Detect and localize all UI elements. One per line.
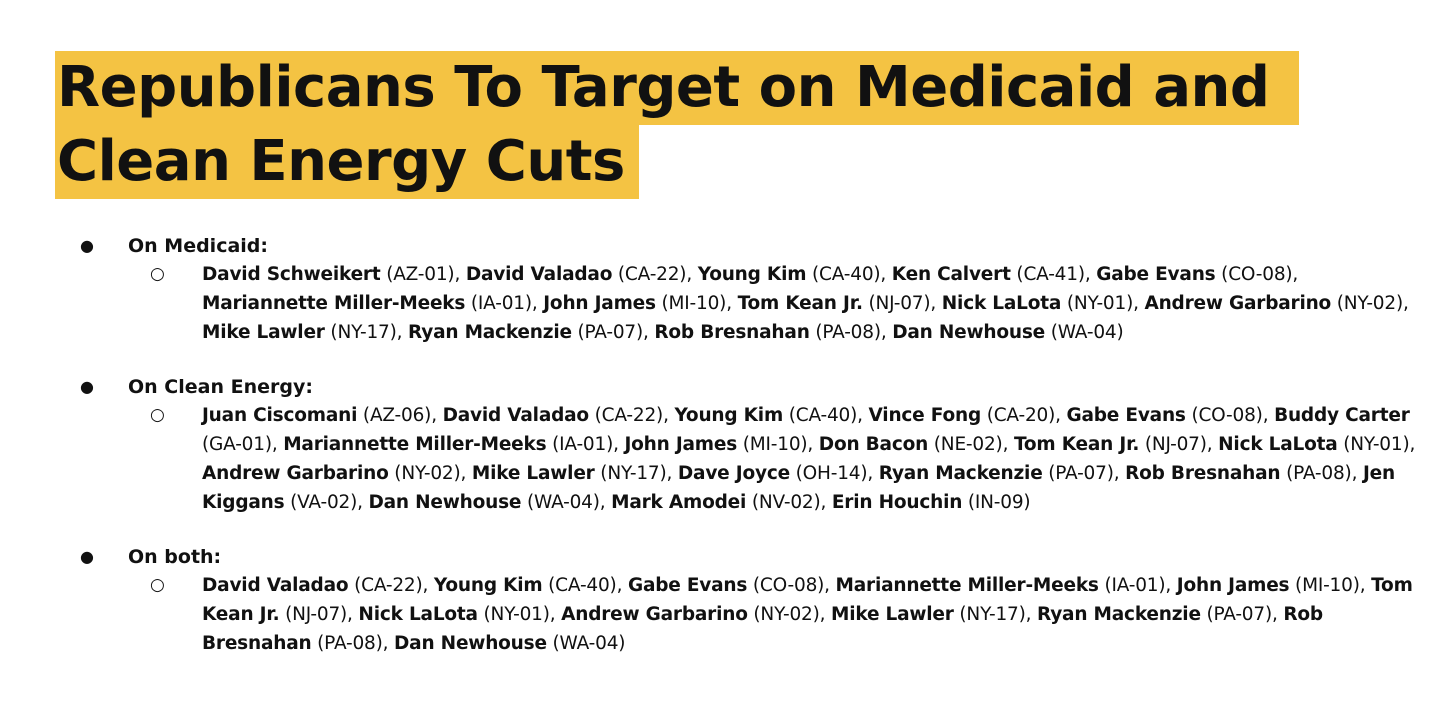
member-name: Buddy Carter (1274, 405, 1410, 426)
member-name: Rob Bresnahan (202, 604, 1323, 654)
member-district: (CA-41) (1016, 264, 1085, 285)
member-district: (CO-08) (1191, 405, 1263, 426)
member-list: Juan Ciscomani (AZ-06), David Valadao (CA-22), Young Kim (CA-40), Vince Fong (CA-20), Gabe Evans (CO-08), Buddy Carter (GA-01), Mariannette Miller-Meeks (IA-01), John James (MI-10), Don Bacon (NE-02), Tom Kean Jr. (NJ-07), Nick LaLota (NY-01), Andrew Garbarino (NY-02), Mike Lawler (NY-17), Dave Joyce (OH-14), Ryan Mackenzie (PA-07), Rob Bresnahan (PA-08), Jen Kiggans (VA-02), Dan Newhouse (WA-04), Mark Amodei (NV-02), Erin Houchin (IN-09) (202, 405, 1416, 513)
member-district: (PA-07) (1206, 604, 1272, 625)
member-district: (CA-22) (354, 575, 423, 596)
member-name: Juan Ciscomani (202, 405, 358, 426)
member-name: Dan Newhouse (892, 322, 1046, 343)
member-entry (892, 264, 1085, 285)
member-name: Don Bacon (818, 434, 929, 455)
member-district: (MI-10) (661, 293, 727, 314)
member-name: Nick LaLota (1218, 434, 1338, 455)
member-name: Andrew Garbarino (561, 604, 748, 625)
member-district: (VA-02) (290, 492, 358, 513)
member-name: Rob Bresnahan (654, 322, 810, 343)
member-name: Vince Fong (868, 405, 981, 426)
member-name: David Valadao (465, 264, 613, 285)
sub-bullet-icon: ○ (150, 575, 165, 595)
member-entry (1125, 463, 1351, 484)
member-name: Gabe Evans (1096, 264, 1216, 285)
member-district: (NY-02) (394, 463, 461, 484)
member-district: (CO-08) (1221, 264, 1293, 285)
member-district: (NJ-07) (868, 293, 931, 314)
member-name: Andrew Garbarino (202, 463, 389, 484)
member-entry (1096, 264, 1292, 285)
page-title (55, 51, 1355, 199)
member-entry (1066, 405, 1262, 426)
member-district: (CA-22) (594, 405, 664, 426)
member-entry (202, 575, 423, 596)
section-heading: On Clean Energy: (128, 376, 313, 398)
member-district: (IN-09) (967, 492, 1031, 513)
member-entry (561, 604, 820, 625)
member-name: Mike Lawler (202, 322, 325, 343)
member-entry (738, 293, 931, 314)
member-district: (AZ-01) (386, 264, 455, 285)
member-district: (PA-07) (577, 322, 643, 343)
member-district: (IA-01) (552, 434, 614, 455)
member-name: Dave Joyce (677, 463, 790, 484)
member-entry (408, 322, 643, 343)
section-heading: On Medicaid: (128, 235, 268, 257)
member-entry (869, 405, 1056, 426)
member-name: Young Kim (674, 405, 784, 426)
title-line-2: Clean Energy Cuts (55, 125, 639, 199)
member-entry (358, 604, 549, 625)
section-heading: On both: (128, 546, 222, 568)
member-district: (WA-04) (526, 492, 600, 513)
member-entry (443, 405, 664, 426)
section-clean-energy (80, 373, 1420, 517)
section-both (80, 543, 1420, 658)
member-entry (1144, 293, 1403, 314)
member-entry (832, 492, 1031, 513)
member-name: Mariannette Miller-Meeks (283, 434, 547, 455)
sub-bullet-icon: ○ (150, 405, 165, 425)
member-entry (678, 463, 867, 484)
member-entry (1037, 604, 1272, 625)
member-name: Mike Lawler (471, 463, 595, 484)
member-district: (NE-02) (933, 434, 1003, 455)
member-district: (NY-02) (753, 604, 820, 625)
member-name: John James (624, 434, 738, 455)
member-list: David Schweikert (AZ-01), David Valadao (CA-22), Young Kim (CA-40), Ken Calvert (CA-41), Gabe Evans (CO-08), Mariannette Miller-Meeks (IA-01), John James (MI-10), Tom Kean Jr. (NJ-07), Nick LaLota (NY-01), Andrew Garbarino (NY-02), Mike Lawler (NY-17), Ryan Mackenzie (PA-07), Rob Bresnahan (PA-08), Dan Newhouse (WA-04) (202, 264, 1409, 343)
member-entry (892, 322, 1123, 343)
member-entry (624, 434, 807, 455)
member-entry (466, 264, 687, 285)
member-entry (394, 633, 625, 654)
member-name: John James (543, 293, 656, 314)
member-entry (611, 492, 820, 513)
target-lists (80, 232, 1420, 684)
member-district: (CA-40) (811, 264, 881, 285)
member-district: (NY-17) (330, 322, 397, 343)
member-name: Mark Amodei (611, 492, 747, 513)
member-district: (NY-01) (483, 604, 550, 625)
member-district: (WA-04) (552, 633, 626, 654)
member-name: David Valadao (442, 405, 589, 426)
member-district: (PA-08) (1286, 463, 1352, 484)
member-list: David Valadao (CA-22), Young Kim (CA-40), Gabe Evans (CO-08), Mariannette Miller-Meeks (IA-01), John James (MI-10), Tom Kean Jr. (NJ-07), Nick LaLota (NY-01), Andrew Garbarino (NY-02), Mike Lawler (NY-17), Ryan Mackenzie (PA-07), Rob Bresnahan (PA-08), Dan Newhouse (WA-04) (202, 575, 1413, 654)
member-district: (IA-01) (1104, 575, 1166, 596)
member-district: (NV-02) (751, 492, 821, 513)
member-district: (CA-40) (548, 575, 617, 596)
member-name: David Schweikert (202, 264, 381, 285)
member-district: (MI-10) (742, 434, 808, 455)
member-entry (879, 463, 1114, 484)
member-entry (1014, 434, 1207, 455)
member-entry (1177, 575, 1360, 596)
member-entry (1218, 434, 1409, 455)
member-district: (NY-17) (959, 604, 1026, 625)
member-entry (942, 293, 1133, 314)
member-district: (GA-01) (202, 434, 272, 455)
member-entry (674, 405, 857, 426)
member-district: (PA-08) (815, 322, 881, 343)
member-name: Rob Bresnahan (1125, 463, 1281, 484)
member-district: (CA-20) (986, 405, 1056, 426)
member-entry (836, 575, 1166, 596)
member-entry (472, 463, 667, 484)
member-district: (CO-08) (752, 575, 825, 596)
member-entry (819, 434, 1003, 455)
member-district: (PA-07) (1048, 463, 1114, 484)
member-name: Jen Kiggans (202, 463, 1395, 513)
member-district: (CA-40) (788, 405, 858, 426)
member-entry (202, 322, 397, 343)
member-entry (368, 492, 599, 513)
member-district: (AZ-06) (362, 405, 432, 426)
member-name: Gabe Evans (1066, 405, 1186, 426)
member-name: Young Kim (433, 575, 543, 596)
member-entry (831, 604, 1026, 625)
member-district: (NY-02) (1336, 293, 1403, 314)
member-name: Dan Newhouse (394, 633, 547, 654)
member-district: (NJ-07) (285, 604, 348, 625)
member-name: Mike Lawler (830, 604, 954, 625)
member-name: Mariannette Miller-Meeks (202, 293, 466, 314)
member-name: Ryan Mackenzie (1036, 604, 1201, 625)
member-name: Tom Kean Jr. (737, 293, 863, 314)
member-name: Young Kim (697, 264, 807, 285)
member-name: Gabe Evans (627, 575, 748, 596)
member-district: (CA-22) (617, 264, 687, 285)
member-district: (IA-01) (470, 293, 532, 314)
member-name: Erin Houchin (831, 492, 963, 513)
member-name: David Valadao (202, 575, 349, 596)
member-name: Nick LaLota (358, 604, 478, 625)
member-entry (434, 575, 617, 596)
member-name: Tom Kean Jr. (202, 575, 1413, 625)
member-entry (698, 264, 881, 285)
member-entry (654, 322, 880, 343)
member-name: Dan Newhouse (368, 492, 522, 513)
member-name: Ryan Mackenzie (408, 322, 572, 343)
member-name: Mariannette Miller-Meeks (835, 575, 1099, 596)
member-name: Nick LaLota (941, 293, 1062, 314)
member-district: (PA-08) (317, 633, 383, 654)
member-district: (WA-04) (1050, 322, 1124, 343)
bullet-icon: ● (80, 236, 94, 255)
title-line-1: Republicans To Target on Medicaid and (55, 51, 1299, 125)
member-name: Andrew Garbarino (1144, 293, 1332, 314)
member-entry (202, 405, 431, 426)
member-name: Ken Calvert (891, 264, 1011, 285)
section-medicaid (80, 232, 1420, 347)
member-entry (628, 575, 824, 596)
member-name: John James (1176, 575, 1290, 596)
member-district: (OH-14) (795, 463, 868, 484)
member-entry (543, 293, 726, 314)
member-district: (NY-01) (1343, 434, 1410, 455)
member-entry (283, 434, 613, 455)
member-name: Ryan Mackenzie (878, 463, 1043, 484)
bullet-icon: ● (80, 547, 94, 566)
member-entry (202, 463, 461, 484)
sub-bullet-icon: ○ (150, 264, 165, 284)
member-entry (202, 264, 454, 285)
member-district: (MI-10) (1295, 575, 1360, 596)
member-district: (NY-17) (600, 463, 667, 484)
bullet-icon: ● (80, 377, 94, 396)
member-district: (NY-01) (1066, 293, 1134, 314)
member-entry (202, 293, 532, 314)
member-district: (NJ-07) (1144, 434, 1207, 455)
member-name: Tom Kean Jr. (1013, 434, 1140, 455)
